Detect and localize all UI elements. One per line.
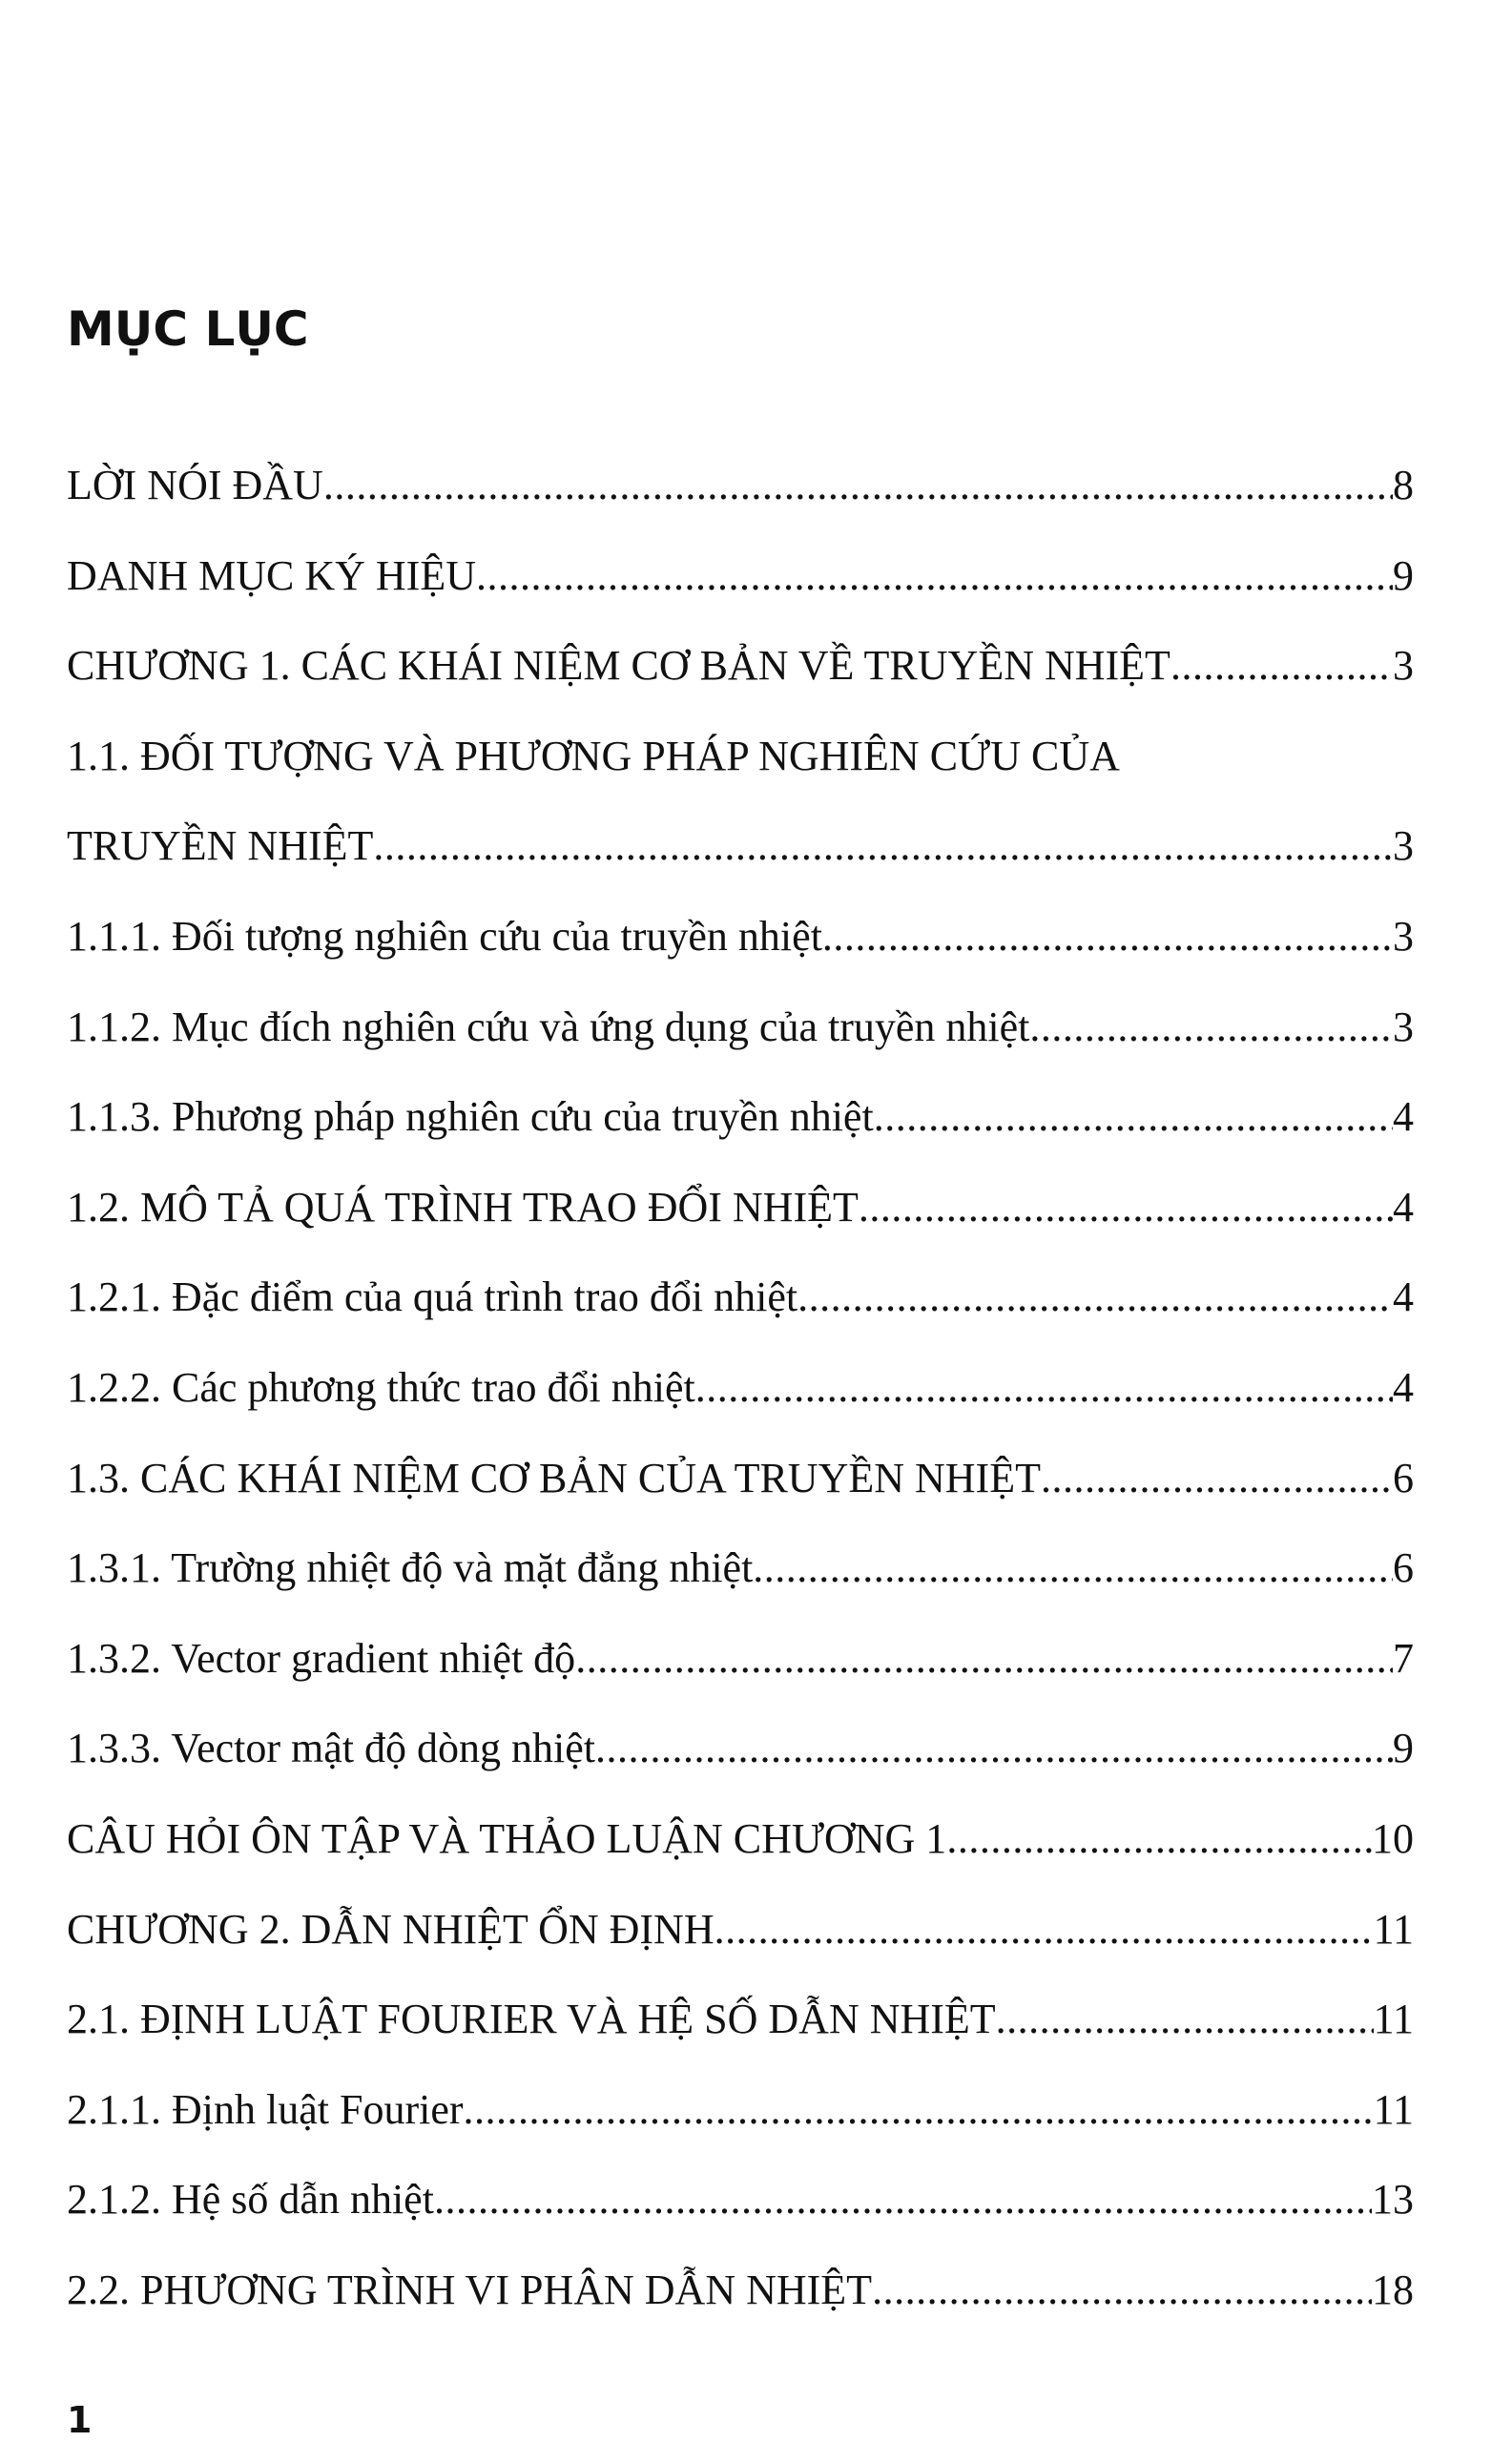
- dot-leader: [859, 1178, 1393, 1237]
- dot-leader: [946, 1810, 1372, 1869]
- toc-entry-2-1-1[interactable]: [67, 2080, 1414, 2171]
- toc-entry-label: 2.2. PHƯƠNG TRÌNH VI PHÂN DẪN NHIỆT: [67, 2266, 873, 2313]
- toc-entry-page: 11: [1373, 1905, 1414, 1953]
- toc-entry-label: 1.3.2. Vector gradient nhiệt độ: [67, 1634, 576, 1682]
- toc-entry-label: 2.1.1. Định luật Fourier: [67, 2085, 464, 2133]
- toc-entry-1-2-1[interactable]: [67, 1268, 1414, 1358]
- toc-entry-label: LỜI NÓI ĐẦU: [67, 462, 323, 508]
- toc-entry-cau-hoi-chuong-1[interactable]: [67, 1810, 1414, 1900]
- toc-entry-page: 3: [1393, 912, 1414, 960]
- toc-entry-label: 2.1.2. Hệ số dẫn nhiệt: [67, 2176, 434, 2224]
- dot-leader: [323, 456, 1393, 515]
- toc-entry-chuong-2[interactable]: [67, 1900, 1414, 1991]
- toc-entry-1-3-1[interactable]: [67, 1539, 1414, 1629]
- toc-entry-label: TRUYỀN NHIỆT: [67, 822, 374, 870]
- toc-entry-label: CHƯƠNG 1. CÁC KHÁI NIỆM CƠ BẢN VỀ TRUYỀN NHIỆT: [67, 642, 1170, 690]
- toc-entry-page: 10: [1372, 1814, 1414, 1862]
- dot-leader: [1170, 636, 1393, 695]
- toc-entry-page: 11: [1373, 1996, 1414, 2043]
- dot-leader: [476, 547, 1393, 606]
- toc-entry-page: 6: [1393, 1454, 1414, 1501]
- dot-leader: [822, 907, 1393, 966]
- toc-entry-label: 1.1.3. Phương pháp nghiên cứu của truyền nhiệt: [67, 1093, 874, 1141]
- toc-entry-chuong-1[interactable]: [67, 636, 1414, 727]
- toc-entry-page: 4: [1393, 1363, 1414, 1411]
- dot-leader: [373, 817, 1393, 876]
- dot-leader: [1041, 1449, 1393, 1508]
- dot-leader: [464, 2080, 1374, 2140]
- toc-entry-page: 4: [1393, 1273, 1414, 1321]
- dot-leader: [1029, 998, 1393, 1057]
- toc-entry-page: 9: [1393, 1725, 1414, 1772]
- toc-entry-label: 1.2.1. Đặc điểm của quá trình trao đổi nhiệt: [67, 1273, 798, 1321]
- dot-leader: [996, 1990, 1374, 2049]
- toc-entry-2-1[interactable]: [67, 1990, 1414, 2080]
- toc-entry-page: 18: [1372, 2266, 1414, 2313]
- toc-entry-1-3[interactable]: [67, 1449, 1414, 1540]
- toc-entry-1-2[interactable]: [67, 1178, 1414, 1269]
- toc-entry-page: 8: [1393, 462, 1414, 508]
- toc-entry-label: 1.3.3. Vector mật độ dòng nhiệt: [67, 1725, 595, 1772]
- toc-entry-label: 1.1.1. Đối tượng nghiên cứu của truyền nhiệt: [67, 912, 822, 960]
- dot-leader: [695, 1358, 1393, 1418]
- dot-leader: [874, 1087, 1393, 1147]
- page-title: MỤC LỤC: [67, 301, 309, 357]
- toc-entry-label: CHƯƠNG 2. DẪN NHIỆT ỔN ĐỊNH: [67, 1905, 715, 1953]
- toc-entry-1-3-2[interactable]: [67, 1629, 1414, 1720]
- toc-entry-page: 7: [1393, 1634, 1414, 1682]
- dot-leader: [575, 1629, 1393, 1688]
- toc-entry-page: 6: [1393, 1544, 1414, 1592]
- toc-entry-page: 11: [1373, 2085, 1414, 2133]
- toc-entry-1-1-3[interactable]: [67, 1087, 1414, 1178]
- toc-entry-page: 3: [1393, 822, 1414, 870]
- dot-leader: [715, 1900, 1374, 1959]
- toc-entry-label: 1.1.2. Mục đích nghiên cứu và ứng dụng của truyền nhiệt: [67, 1003, 1030, 1050]
- toc-entry-1-1-2[interactable]: [67, 998, 1414, 1088]
- toc-entry-label: 1.3.1. Trường nhiệt độ và mặt đẳng nhiệt: [67, 1544, 754, 1592]
- toc-entry-loi-noi-dau[interactable]: [67, 456, 1414, 547]
- toc-entry-label: 1.3. CÁC KHÁI NIỆM CƠ BẢN CỦA TRUYỀN NHIỆT: [67, 1454, 1041, 1501]
- toc-entry-label: DANH MỤC KÝ HIỆU: [67, 551, 476, 599]
- toc-entry-page: 13: [1372, 2176, 1414, 2224]
- dot-leader: [595, 1719, 1393, 1778]
- toc-entry-label: 1.2.2. Các phương thức trao đổi nhiệt: [67, 1363, 695, 1411]
- toc-entry-page: 4: [1393, 1183, 1414, 1231]
- toc-entry-label: 1.2. MÔ TẢ QUÁ TRÌNH TRAO ĐỔI NHIỆT: [67, 1183, 859, 1231]
- dot-leader: [434, 2170, 1372, 2229]
- toc-entry-1-1-1[interactable]: [67, 907, 1414, 998]
- toc-entry-danh-muc-ky-hieu[interactable]: [67, 547, 1414, 637]
- toc-entry-1-3-3[interactable]: [67, 1719, 1414, 1810]
- toc-entry-page: 3: [1393, 1003, 1414, 1050]
- toc-entry-page: 3: [1393, 642, 1414, 690]
- toc-entry-2-2[interactable]: [67, 2261, 1414, 2351]
- toc-entry-2-1-2[interactable]: [67, 2170, 1414, 2261]
- dot-leader: [797, 1268, 1393, 1327]
- toc-entry-label-line1: 1.1. ĐỐI TƯỢNG VÀ PHƯƠNG PHÁP NGHIÊN CỨU CỦA: [67, 732, 1120, 779]
- dot-leader: [872, 2261, 1372, 2320]
- toc-entry-page: 9: [1393, 551, 1414, 599]
- toc-entry-label: CÂU HỎI ÔN TẬP VÀ THẢO LUẬN CHƯƠNG 1: [67, 1814, 947, 1862]
- toc-entry-1-1[interactable]: [67, 727, 1414, 907]
- toc-entry-1-2-2[interactable]: [67, 1358, 1414, 1449]
- toc-entry-page: 4: [1393, 1093, 1414, 1141]
- page-number: 1: [67, 2399, 93, 2441]
- toc-entry-label: 2.1. ĐỊNH LUẬT FOURIER VÀ HỆ SỐ DẪN NHIỆT: [67, 1996, 996, 2043]
- dot-leader: [753, 1539, 1393, 1598]
- table-of-contents: [67, 456, 1414, 2350]
